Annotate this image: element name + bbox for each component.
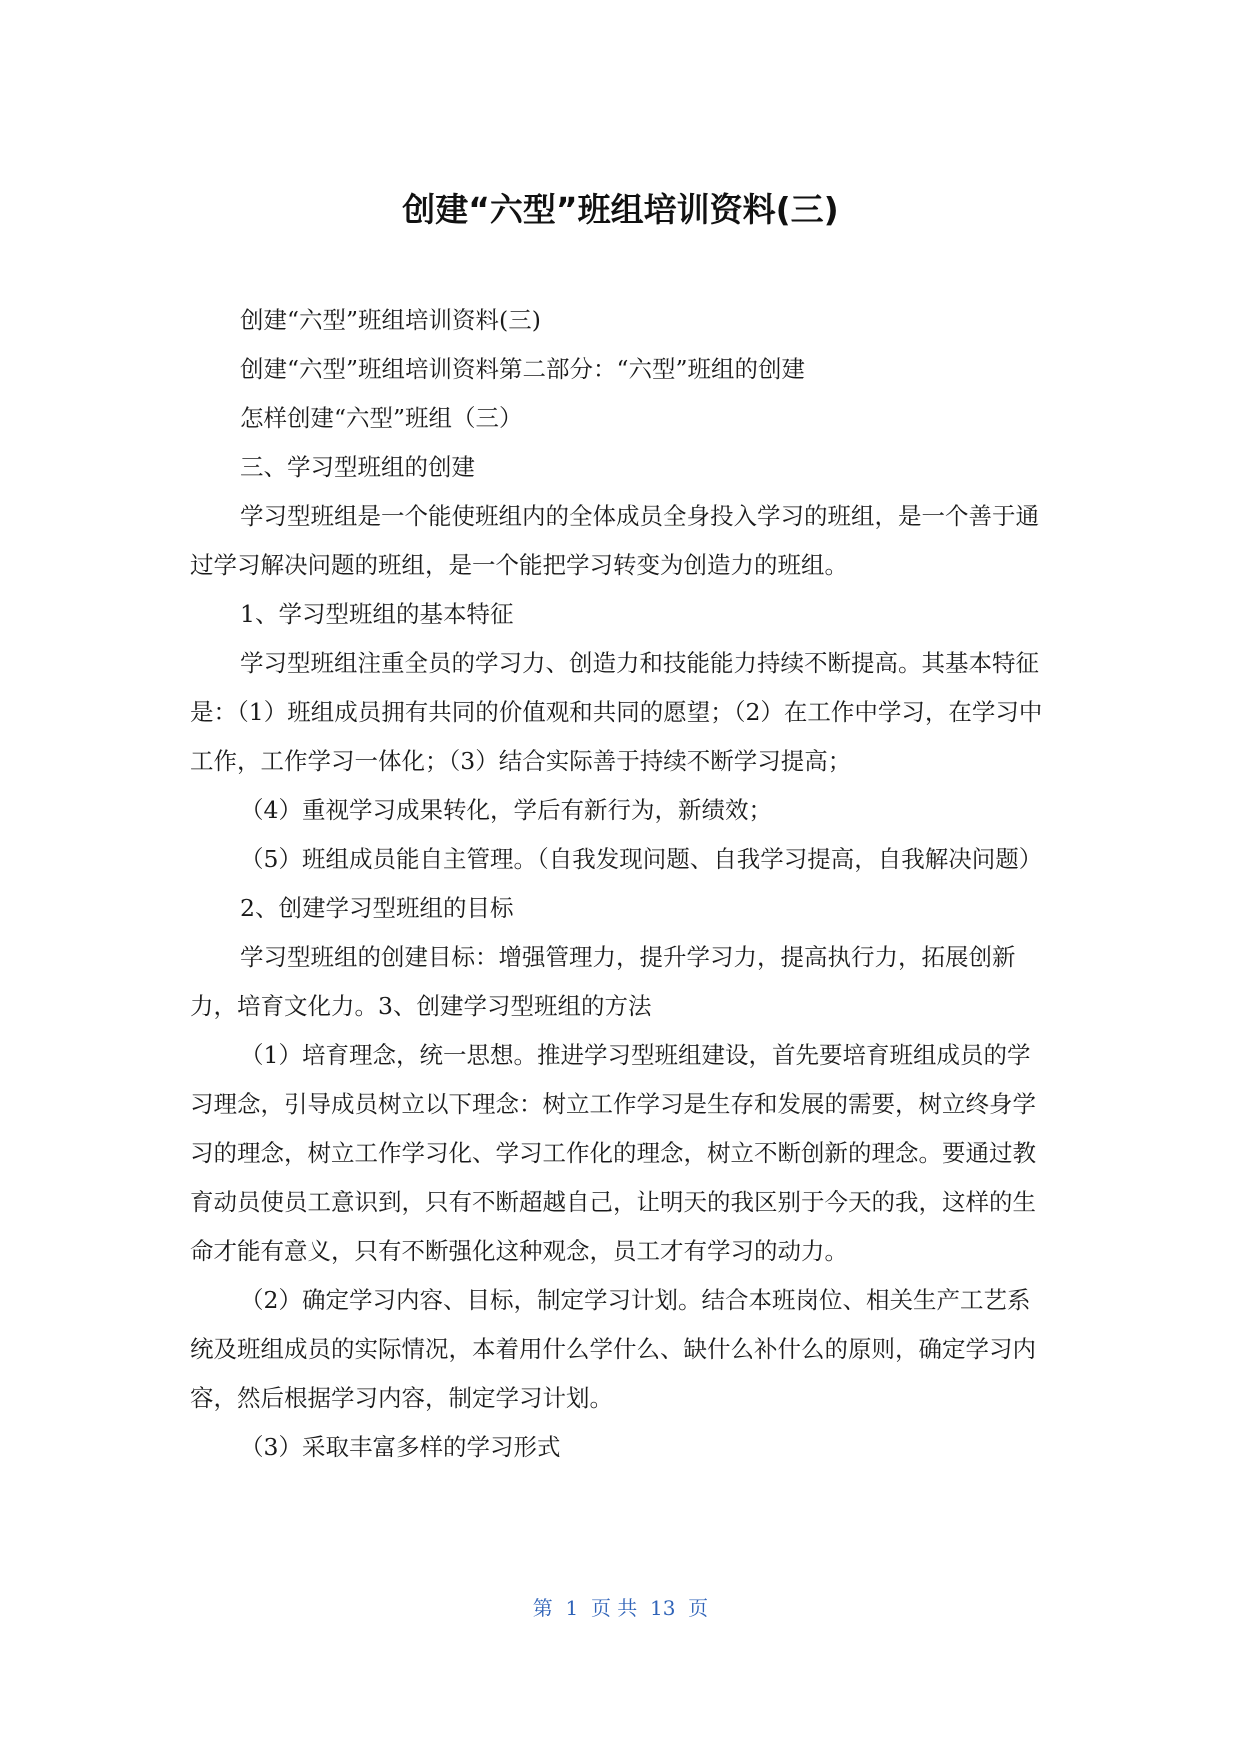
paragraph: 创建“六型”班组培训资料(三) xyxy=(240,306,541,334)
document-title: 创建“六型”班组培训资料(三) xyxy=(402,190,839,229)
paragraph: 学习型班组的创建目标：增强管理力，提升学习力，提高执行力，拓展创新力，培育文化力。3、创建学习型班组的方法 xyxy=(190,943,1016,1020)
page-number-footer: 第 1 页 共 13 页 xyxy=(532,1596,709,1620)
section-heading: 三、学习型班组的创建 xyxy=(240,453,475,481)
paragraph: （5）班组成员能自主管理。（自我发现问题、自我学习提高，自我解决问题） xyxy=(240,845,1043,873)
paragraph: 学习型班组是一个能使班组内的全体成员全身投入学习的班组，是一个善于通过学习解决问题的班组，是一个能把学习转变为创造力的班组。 xyxy=(190,502,1039,579)
paragraph: （2）确定学习内容、目标，制定学习计划。结合本班岗位、相关生产工艺系统及班组成员的实际情况，本着用什么学什么、缺什么补什么的原则，确定学习内容，然后根据学习内容，制定学习计划。 xyxy=(190,1286,1036,1412)
paragraph: （1）培育理念，统一思想。推进学习型班组建设，首先要培育班组成员的学习理念，引导成员树立以下理念：树立工作学习是生存和发展的需要，树立终身学习的理念，树立工作学习化、学习工作化的理念，树立不断创新的理念。要通过教育动员使员工意识到，只有不断超越自己，让明天的我区别于今天的我，这样的生命才能有意义，只有不断强化这种观念，员工才有学习的动力。 xyxy=(190,1041,1036,1265)
paragraph: 怎样创建“六型”班组（三） xyxy=(240,404,523,432)
paragraph: 学习型班组注重全员的学习力、创造力和技能能力持续不断提高。其基本特征是：（1）班组成员拥有共同的价值观和共同的愿望；（2）在工作中学习，在学习中工作，工作学习一体化；（3）结合实际善于持续不断学习提高； xyxy=(190,649,1043,775)
paragraph: （3）采取丰富多样的学习形式 xyxy=(240,1433,561,1461)
document-body xyxy=(190,296,1050,1472)
paragraph: 创建“六型”班组培训资料第二部分：“六型”班组的创建 xyxy=(240,355,806,383)
subsection-heading: 2、创建学习型班组的目标 xyxy=(240,894,514,922)
paragraph: （4）重视学习成果转化，学后有新行为，新绩效； xyxy=(240,796,772,824)
subsection-heading: 1、学习型班组的基本特征 xyxy=(240,600,514,628)
